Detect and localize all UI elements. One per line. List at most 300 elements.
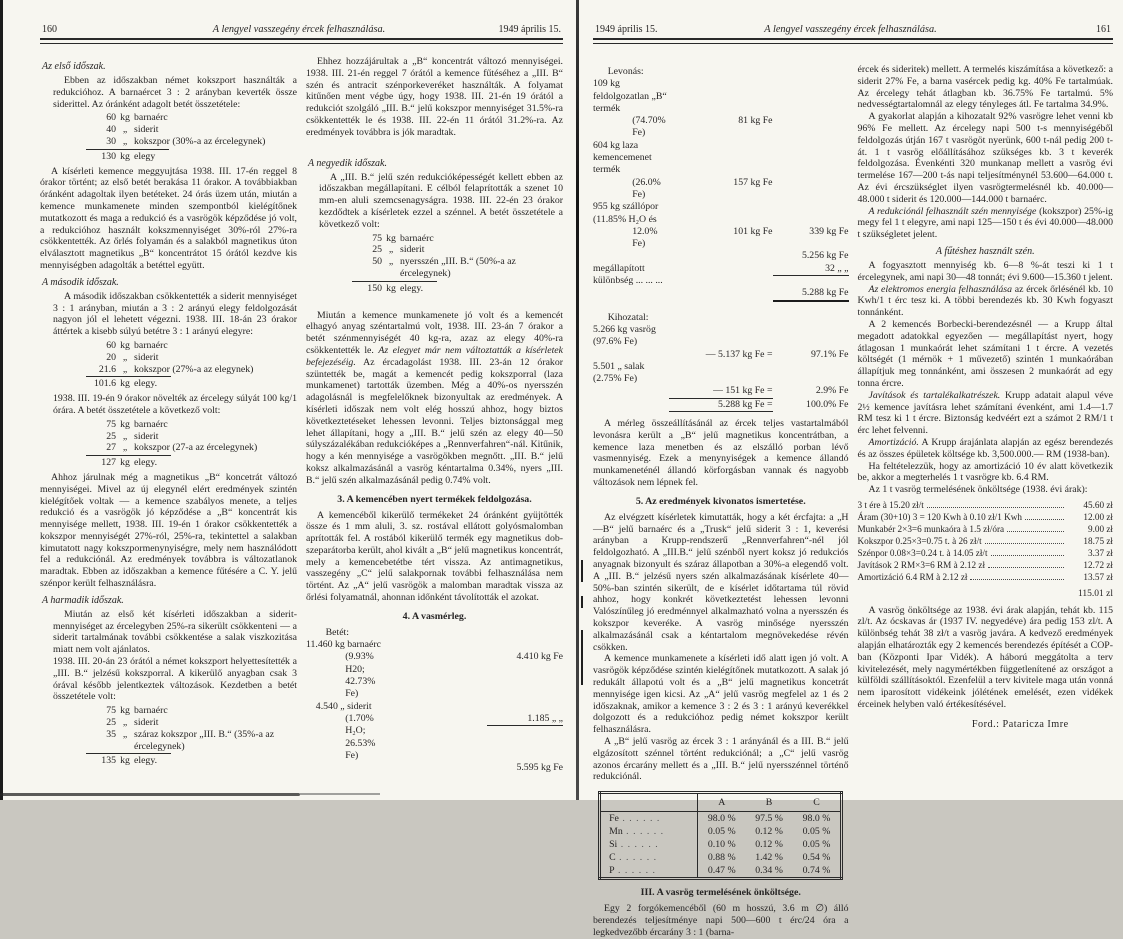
column-1: [40, 56, 297, 776]
description: száraz kokszpor „III. B.“ (35%-a az ércelegynek): [134, 728, 275, 752]
account-label: 5.266 kg vasrög (97.6% Fe): [593, 323, 656, 348]
unit: „: [122, 430, 128, 442]
cost-value: 18.75 zł: [1083, 536, 1113, 547]
scan-artifact: [581, 596, 583, 608]
scan-artifact: [300, 793, 380, 795]
cost-item: [858, 547, 1114, 559]
text-run: A 2 kemencés Borbecki-berendezésnél — a Krupp által megadott adatokkal egyezően — megállapítást nyert, hogy átlagosan 1 munkaórát lehet számítani 1 t ércre. A vezetés költségét (1 mérnök + 1 művezető) szintén 1 munkaórában állapítjuk meg tonnánként, ami összesen 2 munkaórát ad egy tonna ércre.: [857, 318, 1113, 389]
leader-dots: [988, 567, 1064, 568]
text-columns: [593, 56, 1113, 939]
page-header: [593, 24, 1113, 38]
cost-list: [858, 499, 1114, 600]
description: elegy.: [134, 378, 158, 390]
account-row: [306, 639, 563, 651]
account-label: 12.0% Fe): [632, 225, 658, 250]
quantity: 30: [106, 135, 116, 147]
paragraph: [319, 172, 563, 231]
text-run: A „B“ jelű vasrög az ércek 3 : 1 arányánál és a III. B.“ jelű elgázosított szénnel történt redukciónál; a „C“ jelű vasrög azonos ércarány mellett és a „III. B.“ jelű nyersszénnel történő redukciónál.: [593, 735, 849, 783]
unit: kg: [120, 378, 130, 390]
composition-list: [86, 340, 297, 390]
section-heading: 4. A vasmérleg.: [402, 610, 467, 622]
text-run: Az ércadagolást 1938. III. 23-án 12 órakor szüntették be, magát a kemencét pedig kokszporral (laza munkamenet) tartották üzemben. Még a 40%-os nyersszén adagolásnál is megfelelőknek bizonyultak az eredmények. A kísérleti időszak nem volt elég hosszú ahhoz, hogy biztos következtetéseket lehessen levonni. Teljes biztonsággal meg lehet állapítani, hogy a „III. B.“ jelű szén az elegy 40—50 súlyszázalékában redukcióképes a „Rennverfahren“-nál. Kitűnik, hogy a kén mennyisége a vasrögökben megnőtt. „III. B.“ jelű koksz alkalmazásánál a vasrög kéntartalma 0.34%, nyers „III. B.“ jelű szén alkalmazásánál pedig 0.74% volt.: [306, 356, 563, 486]
list-item: [352, 233, 563, 245]
unit: „: [122, 135, 128, 147]
text-run: Egy 2 forgókemencéből (60 m hosszú, 3.6 m ∅) álló berendezés teljesítménye napi 500—600 t érc/24 óra a legkedvezőbb ércarány 3 : 1 (barna-: [593, 903, 849, 938]
text-run: Az 1 t vasrög termelésének önköltsége (1938. évi árak):: [868, 484, 1088, 496]
text-run: A vasrög önköltsége az 1938. évi árak alapján, tehát kb. 115 zl/t. Az ócskavas ár (1937 IV. negyedéve) ára pedig 153 zl/t. A különbség tehát 38 zł/t a vasrög javára. A kedvező eredmények alapján elhatározták egy 2 kemencés berendezés építését a COP-ban (Központi Ipar Vidék). A háború meggátolta a terv kivitelezését, mely nagymértékben függetlenítené az országot a külföldi szállításoktól. Ezenfelül a terv kivitele maga után vonná nem iparosított vidékeink jólétének emelését, ezen vidékek érceinek helyben való értékesítésével.: [857, 604, 1113, 711]
table-row: [600, 825, 842, 838]
list-item: [86, 124, 297, 136]
paragraph: [858, 319, 1114, 390]
description: kokszpor (27%-a az elegynek): [134, 363, 254, 375]
column-1: [593, 56, 849, 939]
text-run: Krupp adatait alapul véve 2½ kemence javításra lehet számítani évenként, ami 1.4—1.7 RM tesz ki 1 t ércre. Biztonság kedvéért ezt a számot 2 RM/1 t érc lehet felvenni.: [857, 389, 1113, 437]
description: siderit: [134, 124, 159, 136]
description: kokszpor (27-a az ércelegynek): [134, 442, 258, 454]
text-run: Miután a kemence munkamenete jó volt és a kemencét elhagyó anyag széntartalmú volt, 1938. III. 23-án 7 órakor a betét szénmennyiségét 40 kg-ra, azaz az elegy 40%-ra csökkentették le.: [306, 309, 563, 356]
account-row: [593, 263, 849, 288]
paragraph: [858, 64, 1114, 111]
vertical-gap: [306, 298, 563, 310]
description: siderit: [400, 244, 425, 256]
cost-label: 3 t ére à 15.20 zł/t: [857, 499, 924, 510]
account-subvalue: 157 kg Fe: [733, 176, 773, 188]
cost-item: [858, 559, 1114, 571]
account-label: 4.540 „ siderit: [315, 700, 372, 712]
column-header: B: [745, 793, 792, 812]
paragraph: [53, 656, 297, 703]
cost-label: Áram (30+10) 3 = 120 Kwh à 0.10 zł/1 Kwh: [857, 511, 1022, 522]
analysis-table: [598, 791, 843, 880]
text-run: 1938. III. 19-én 9 órakor növelték az ércelegy súlyát 100 kg/1 órára. A betét összetétele a következő volt:: [53, 393, 297, 416]
cost-label: Munkabér 2×3=6 munkaóra à 1.5 zł/óra: [857, 524, 1005, 535]
quantity: 35: [106, 728, 116, 740]
cost-value: 9.00 zł: [1087, 524, 1113, 535]
table-value: 0.54 %: [802, 852, 831, 864]
list-item: [86, 442, 297, 454]
unit: kg: [120, 705, 130, 717]
table-value: 97.5 %: [755, 813, 783, 825]
paragraph: [858, 390, 1114, 437]
column-header: C: [793, 793, 842, 812]
quantity: 60: [106, 339, 116, 351]
table-value: 98.0 %: [707, 813, 736, 825]
description: barnaérc: [400, 232, 434, 244]
cost-item: [858, 523, 1114, 535]
table-value: 0.88 %: [707, 852, 736, 864]
leader-dots: [1007, 531, 1064, 532]
table-value: 98.0 %: [802, 813, 831, 825]
row-label: Fe . . . . . .: [600, 812, 698, 826]
unit: „: [122, 717, 128, 729]
unit: kg: [120, 755, 130, 767]
column-header: A: [698, 793, 746, 812]
table-value: 0.34 %: [755, 865, 783, 877]
text-run: Amortizáció.: [868, 436, 919, 448]
account-value: 5.595 kg Fe: [516, 762, 563, 774]
text-run: Az elegyet már nem változtatták a kísérletek befejezéséig.: [306, 344, 563, 368]
account-label: 11.460 kg barnaérc: [306, 639, 381, 651]
account-value: 5.256 kg Fe: [801, 250, 849, 262]
list-item: [86, 705, 297, 717]
leader-dots: . . . . . .: [618, 813, 661, 825]
description: nyersszén „III. B.“ (50%-a az ércelegynek): [400, 256, 516, 279]
page-160: [3, 0, 576, 800]
list-item: [352, 244, 563, 256]
account-row: [593, 324, 849, 349]
paragraph: [858, 206, 1114, 241]
text-run: A második időszakban csökkentették a siderit mennyiséget 3 : 1 arányban, miután a 3 : 2 arányú elegy feldolgozását nagyon jól el lehetett végezni. 1938. III. 18-án 23 órakor áttértek a kisebb súlyú betétre 3 : 1 arányú elegyre:: [53, 290, 297, 338]
account-value: 339 kg Fe: [809, 225, 849, 237]
column-2: [858, 56, 1114, 939]
text-run: A mérleg összeállításánál az ércek teljes vastartalmából levonásra került a „B“ jelű magnetikus koncentrátban, a kemence laza menetben és az elszálló porban lévő vasmennyiség. Ezek a menynyiségek a kemence állandó munkameneténél állandó körforgásban vannak és nagyobb változások nem lépnek fel.: [593, 418, 849, 488]
account-row: [593, 385, 849, 398]
cost-value: 12.72 zł: [1083, 560, 1113, 571]
leader-dots: [970, 579, 1064, 580]
quantity: 40: [106, 124, 116, 136]
description: barnaérc: [134, 112, 168, 124]
leader-dots: [991, 555, 1064, 556]
account-row: [593, 250, 849, 262]
account-subvalue: — 5.137 kg Fe =: [705, 348, 773, 360]
text-run: A fogyasztott mennyiség kb. 6—8 %-át teszi ki 1 t ércelegynek, ami napi 30—48 tonnát; évi 9.600—15.360 t jelent.: [857, 259, 1113, 283]
paragraph: [858, 111, 1114, 205]
unit: kg: [386, 232, 396, 244]
text-run: az ércek őrlésénél kb. 10 Kwh/1 t érc tesz ki. A többi berendezés kb. 30 Kwh fogyaszt tonnánként.: [857, 283, 1113, 319]
quantity: 135: [101, 755, 116, 767]
quantity: 27: [106, 442, 116, 454]
composition-list: [86, 112, 297, 162]
description: siderit: [134, 430, 159, 442]
scan-artifact: [581, 560, 583, 582]
account-subvalue: 101 kg Fe: [733, 225, 773, 237]
description: kokszpor (30%-a az ércelegynek): [134, 135, 266, 147]
account-block: [306, 627, 563, 775]
table-value: 0.05 %: [802, 839, 831, 851]
table-row: [600, 851, 842, 864]
leader-dots: . . . . . .: [617, 839, 659, 851]
running-title: A lengyel vasszegény ércek felhasználása.: [764, 24, 937, 35]
unit: kg: [120, 418, 130, 430]
account-label: 604 kg laza kemencemenet termék: [593, 139, 652, 176]
text-run: A gyakorlat alapján a kihozatalt 92% vasrögre lehet venni kb 96% Fe mellett. Az ércelegy napi 500 t-s mennyiségéből feldolgozás útján 167 t vasrögöt nyerünk, 600 t-nál pedig 200 t-át. 1 t vasrög előállításához szükséges kb. 3 t keverék feldolgozása. Évenkénti 320 munkanap mellett a vasrög évi termelése 167—200 t-ás napi teljesítménynél 53.600—64.000 t. Az évi ércszükséglet ilyen vasrögtermelésnél kb. 40.000—48.000 t siderit és 120.000—144.000 t barnaérc.: [857, 111, 1113, 205]
quantity: 75: [106, 418, 116, 430]
text-run: Javítások és tartalékalkatrészek.: [868, 389, 1001, 401]
list-item: [86, 352, 297, 364]
list-item: [86, 136, 297, 148]
quantity: 101.6: [93, 378, 116, 390]
account-label: megállapított különbség ... ... ...: [593, 262, 663, 287]
text-run: Ahhoz járulnak még a magnetikus „B“ koncetrát változó mennyiségei. Mivel az új elegynél elért eredmények szintén kielégítőek voltak — a kemence szabályos menete, a teljes redukció és a vasrögök jó képződése a „B“ koncentrát kis mennyisége mellett, 1938. III. 19-én 1 órakor csökkentették a kokszpor mennyiségét 27%-ról, 25%-ra, tekintettel a salakban kimutatott nagy kokszpormenynyiségre, mely nem használódott fel a redukciónál. Az eredmények továbbra is változatlanok maradtak. Ebben az időszakban a kemence fűtésére a C. Y. jelű szénpor került felhasználásra.: [40, 471, 297, 590]
quantity: 25: [106, 717, 116, 729]
text-run: Miután az első két kísérleti időszakban a siderit-mennyiséget az ércelegyben 25%-ra sikerült csökkenteni — a siderit tartalmának további csökkentése a salak viszkozitása miatt nem volt ajánlatos.: [53, 608, 297, 656]
paragraph: [858, 284, 1114, 319]
paragraph: [306, 510, 563, 604]
account-label: 109 kg feldolgozatlan „B“ termék: [593, 78, 667, 114]
header-rule: [40, 38, 563, 44]
account-block: [593, 312, 849, 412]
scan-artifact: [0, 793, 300, 796]
issue-date: 1949 április 15.: [595, 24, 658, 35]
section-heading: Az első időszak.: [42, 61, 106, 72]
page-number: 161: [1096, 24, 1111, 35]
cost-value: 3.37 zł: [1087, 548, 1113, 559]
page-header: [40, 24, 563, 38]
account-label: Kihozatal:: [607, 311, 649, 323]
description: elegy.: [134, 755, 158, 767]
list-total: [86, 149, 169, 163]
leader-dots: . . . . . .: [614, 865, 656, 877]
paragraph: [858, 461, 1114, 485]
unit: kg: [120, 150, 130, 162]
account-label: (1.70% H₂O; 26.53% Fe): [345, 712, 376, 761]
composition-list: [86, 705, 297, 767]
section-heading: A fűtéshez használt szén.: [935, 245, 1035, 257]
composition-list: [352, 233, 563, 295]
list-item: [86, 431, 297, 443]
account-row: [306, 627, 563, 639]
text-run: A Krupp árajánlata alapján az egész berendezés és az összes épületek költsége kb. 3,500.000.— RM (1938-ban).: [857, 436, 1113, 460]
account-row: [593, 177, 849, 202]
description: siderit: [134, 717, 159, 729]
cost-value: 45.60 zł: [1083, 499, 1113, 510]
account-value: 32 „ „: [773, 263, 849, 276]
section-heading: A harmadik időszak.: [42, 594, 124, 606]
account-value: 2.9% Fe: [815, 385, 849, 397]
issue-date: 1949 április 15.: [498, 24, 561, 35]
quantity: 60: [106, 112, 116, 124]
cost-label: Amortizáció 6.4 RM à 2.12 zł: [857, 572, 968, 583]
quantity: 75: [106, 705, 116, 717]
text-run: Az elektromos energia felhasználása: [868, 283, 1013, 295]
cost-label: Szénpor 0.08×3=0.24 t. à 14.05 zł/t: [857, 548, 988, 559]
table-row: [600, 864, 842, 879]
quantity: 127: [101, 457, 116, 469]
row-label: C . . . . . .: [600, 851, 698, 864]
paragraph: [858, 260, 1114, 284]
cost-label: Javítások 2 RM×3=6 RM à 2.12 zł: [857, 560, 985, 571]
paragraph: [40, 166, 297, 272]
leader-dots: . . . . . .: [615, 852, 658, 864]
page-161: [579, 0, 1123, 938]
account-subvalue: — 151 kg Fe =: [669, 385, 773, 398]
quantity: 21.6: [98, 363, 116, 375]
table-value: 0.12 %: [755, 839, 783, 851]
unit: kg: [120, 112, 130, 124]
table-value: 0.05 %: [707, 826, 736, 838]
table-header-row: [600, 793, 842, 812]
list-item: [86, 729, 297, 753]
account-value: 97.1% Fe: [810, 348, 849, 360]
signature: Ford.: Pataricza Imre: [971, 718, 1069, 730]
account-row: [306, 762, 563, 774]
account-label: Levonás:: [607, 66, 644, 77]
paragraph: [306, 56, 563, 139]
vertical-gap: [858, 56, 1114, 64]
account-row: [593, 115, 849, 140]
text-run: Ha feltételezzük, hogy az amortizáció 10 év alatt következik be, akkor a megterhelés 1 t vasrögre kb. 6.4 RM.: [857, 460, 1113, 484]
leader-dots: [1025, 519, 1064, 520]
list-total: [86, 753, 171, 767]
paragraph: [593, 418, 849, 489]
account-row: [593, 140, 849, 177]
text-run: A kísérleti kemence meggyujtása 1938. III. 17-én reggel 8 órakor történt; az első betét berakása 11 órakor. A továbbiakban óránként adagoltak ilyen betéteket. 24 órás üzem után, miután a kemence munkamenete minden szempontból kielégítőnek mutatkozott és maga a redukció és a vasrögök képződése jó volt, a redukcióhoz használt kokszmennyiséget 30%-ról 27%-ra csökkentették. Az őrlés folyamán és a salakból magnetikus úton elválasztott magnetikus „B“ koncentrátot 15 órától kezdve kis mennyiségben adagolták a betéttel együtt.: [40, 165, 297, 271]
cost-item: [858, 511, 1114, 523]
description: siderit: [134, 351, 159, 363]
composition-list: [86, 419, 297, 469]
unit: „: [122, 351, 128, 363]
column-header: [600, 793, 698, 812]
text-run: (kokszpor) 25%-ig megy fel 1 t elegyre, ami napi 125—150 t és évi 40.000—48.000 t szükségletet jelent.: [857, 205, 1114, 241]
account-subvalue: 5.288 kg Fe =: [669, 399, 773, 412]
list-item: [352, 256, 563, 280]
section-heading: A negyedik időszak.: [308, 157, 387, 169]
table-row: [600, 838, 842, 851]
quantity: 25: [372, 244, 382, 256]
list-item: [86, 112, 297, 124]
paragraph: [53, 291, 297, 338]
text-run: A „III. B.“ jelű szén redukcióképességét kellett ebben az időszakban megállapítani. E célból felaprították a szenet 10 mm-en aluli szemcsenagyságra. 1938. III. 22-én 23 órakor kezdődtek a kísérletek ezzel a szénnel. A betét összetétele a következő volt:: [319, 171, 563, 230]
unit: „: [122, 442, 128, 454]
account-label: Betét:: [325, 626, 349, 638]
account-block: [593, 66, 849, 302]
account-row: [593, 201, 849, 226]
list-item: [86, 340, 297, 352]
unit: „: [388, 256, 394, 268]
account-value: 4.410 kg Fe: [516, 651, 563, 663]
page-number: 160: [42, 24, 57, 35]
text-run: A kemence munkamenete a kísérleti idő alatt igen jó volt. A vasrögök képződése szintén kielégítőnek mutatkozott. A salak jó redukált állapotú volt és a „B“ jelű magnetikus koncetrát mennyisége igen kicsi. Az „A“ jelű vasrög megfelel az 1 és 2 időszaknak, amikor a kemence 3 : 2 és 3 : 1 arányú keverékkel dolgozott és a redukcióhoz pedig német kokszpor került felhasználásra.: [593, 653, 849, 736]
account-label: 955 kg szállópor (11.85% H₂O és: [593, 201, 659, 225]
account-row: [306, 701, 563, 713]
text-run: A kemencéből kikerülő termékeket 24 óránként gyüjtötték össze és 1 mm aluli, 3. sz. rostával ellátott golyósmalomban aprították fel. A rostából kikerülő termék egy magnetikus dob-szeparátorba került, ahol kivált a „B“ jelű magnetikus koncentrát, mely a kemencebetétbe tért vissza. Az antimagnetikus, vasszegény „C“ jelű salakpornak további felhasználása nem történt. Az „A“ jelű vasrögök a malomban maradtak vissza az őrlési folyamatnál, ahonnan időnként távolították el azokat.: [306, 509, 563, 604]
account-subvalue: 81 kg Fe: [738, 115, 773, 127]
leader-dots: . . . . . .: [622, 826, 665, 838]
list-item: [86, 364, 297, 376]
unit: „: [122, 124, 128, 136]
quantity: 50: [372, 256, 382, 268]
account-row: [306, 713, 563, 762]
unit: „: [122, 363, 128, 375]
paragraph: [593, 736, 849, 783]
section-heading: III. A vasrög termelésének önköltsége.: [640, 887, 801, 899]
description: barnaérc: [134, 418, 168, 430]
quantity: 75: [372, 232, 382, 244]
cost-item: [858, 499, 1114, 511]
text-run: Ebben az időszakban német kokszport használták a redukcióhoz. A barnaércet 3 : 2 arányban keverték össze siderittel. Az óránként adagolt betét összetétele:: [53, 75, 297, 110]
account-label: (26.0% Fe): [632, 176, 661, 200]
paragraph: [306, 310, 563, 487]
account-label: (9.93% H20; 42.73% Fe): [345, 651, 376, 700]
row-label: Mn . . . . . .: [600, 825, 698, 838]
description: elegy: [134, 150, 156, 162]
list-total: [352, 281, 437, 295]
cost-value: 12.00 zł: [1083, 511, 1113, 522]
account-row: [593, 361, 849, 386]
text-run: ércek és sideritek) mellett. A termelés kiszámítása a következő: a siderit 27% Fe, a barna vasércek pedig kg. 40% Fe tartalmúak. Az ércelegy tehát átlagban kb. 36.75% Fe tartalmú. 5% nedvességtartalomnál az elegy tényleges átl. Fe tartalma 34.9%.: [857, 64, 1113, 111]
text-run: A redukciónál felhasznált szén mennyisége: [868, 205, 1037, 217]
text-run: 1938. III. 20-án 23 órától a német kokszport helyettesítették a „III. B.“ jelzésű kokszporral. A kikerülő anyagban csak 3 órával később jelentkeztek változások. Kezdetben a betét összetétele volt:: [53, 656, 297, 703]
unit: kg: [120, 457, 130, 469]
table-row: [600, 812, 842, 826]
quantity: 130: [101, 150, 116, 162]
account-row: [593, 78, 849, 115]
leader-dots: [927, 507, 1064, 508]
paragraph: [593, 653, 849, 736]
paragraph: [593, 512, 849, 654]
description: elegy.: [134, 457, 158, 469]
table-value: 0.05 %: [802, 826, 831, 838]
table-value: 0.10 %: [707, 839, 736, 851]
cost-total: 115.01 zl: [1077, 588, 1113, 599]
quantity: 25: [106, 430, 116, 442]
account-label: 5.501 „ salak (2.75% Fe): [593, 360, 645, 385]
account-row: [593, 399, 849, 412]
row-label: Si . . . . . .: [600, 838, 698, 851]
account-value: 1.185 „ „: [487, 713, 563, 726]
account-value: 5.288 kg Fe: [773, 287, 849, 301]
header-rule: [593, 38, 1113, 44]
list-item: [86, 717, 297, 729]
cost-value: 13.57 zł: [1083, 572, 1113, 583]
unit: kg: [120, 339, 130, 351]
leader-dots: [985, 543, 1064, 544]
description: elegy.: [400, 282, 424, 294]
vertical-gap: [593, 304, 849, 310]
section-heading: 5. Az eredmények kivonatos ismertetése.: [635, 495, 806, 507]
table-value: 0.47 %: [707, 865, 736, 877]
list-total: [86, 376, 171, 390]
paragraph: [858, 484, 1114, 496]
section-heading: 3. A kemencében nyert termékek feldolgozása.: [337, 493, 532, 505]
text-run: Ehhez hozzájárultak a „B“ koncentrát változó mennyiségei. 1938. III. 21-én reggel 7 órától a kemence fűtéséhez a „III. B“ szén és antracit szénporkeveréket használták. A folyamat kitűnően ment végbe úgy, hogy 1938. III. 21-én 19 órától a redukciót szolgáló „III. B.“ jelű kokszpor mennyiséget 31.5%-ra csökkentették le és 1938. III. 22-én 11 órától 31.2%-ra. Az eredmények továbbra is jók maradtak.: [306, 56, 563, 138]
account-row: [593, 312, 849, 324]
list-total: [86, 455, 171, 469]
account-label: (74.70% Fe): [632, 115, 666, 139]
unit: kg: [386, 282, 396, 294]
paragraph: [53, 393, 297, 417]
unit: „: [122, 728, 128, 740]
table-value: 0.74 %: [802, 865, 831, 877]
scan-artifact: [581, 630, 583, 685]
account-row: [306, 651, 563, 700]
unit: „: [388, 244, 394, 256]
section-heading: A második időszak.: [42, 276, 119, 288]
paragraph: [40, 472, 297, 590]
vertical-gap: [306, 139, 563, 153]
cost-label: Kokszpor 0.25×3=0.75 t. à 26 zł/t: [857, 536, 982, 547]
account-row: [593, 226, 849, 251]
running-title: A lengyel vasszegény ércek felhasználása.: [212, 24, 386, 35]
account-row: [593, 287, 849, 301]
description: barnaérc: [134, 705, 168, 717]
quantity: 20: [106, 351, 116, 363]
row-label: P . . . . . .: [600, 864, 698, 879]
description: barnaérc: [134, 339, 168, 351]
column-2: [306, 56, 563, 776]
text-columns: [40, 56, 563, 776]
paragraph: [53, 609, 297, 656]
table-value: 0.12 %: [755, 826, 783, 838]
cost-item: [858, 535, 1114, 547]
paragraph: [858, 605, 1114, 711]
cost-item: [858, 571, 1114, 583]
text-run: Az elvégzett kísérletek kimutatták, hogy a két ércfajta: a „H—B“ jelű barnaérc és a „Trusk“ jelű siderit 3 : 1, keverési arányban a Krupp-rendszerű „Rennverfahren“-nél jól feldolgozható. A „III.B.“ jelű szénből nyert koksz jó redukciós anyagnak bizonyult és száraz állapotban a 30%-a elegendő volt. A „III. B.“ jelzésű nyers szén alkalmazásának kísérlete 40—50%-ban szintén sikerült, de e kísérlet időtartama túl rövid ahhoz, hogy konkrét következtetést lehessen levonni Valószínűleg jó eredménnyel alkalmazható volna a nyersszén és kokszpor keveréke. A vasrög minősége nyersszén alkalmazásánál csak a kéntartalom megnövekedése révén csökken.: [593, 511, 849, 653]
list-item: [86, 419, 297, 431]
vertical-gap: [593, 56, 849, 64]
paragraph: [53, 75, 297, 110]
paragraph: [593, 903, 849, 938]
